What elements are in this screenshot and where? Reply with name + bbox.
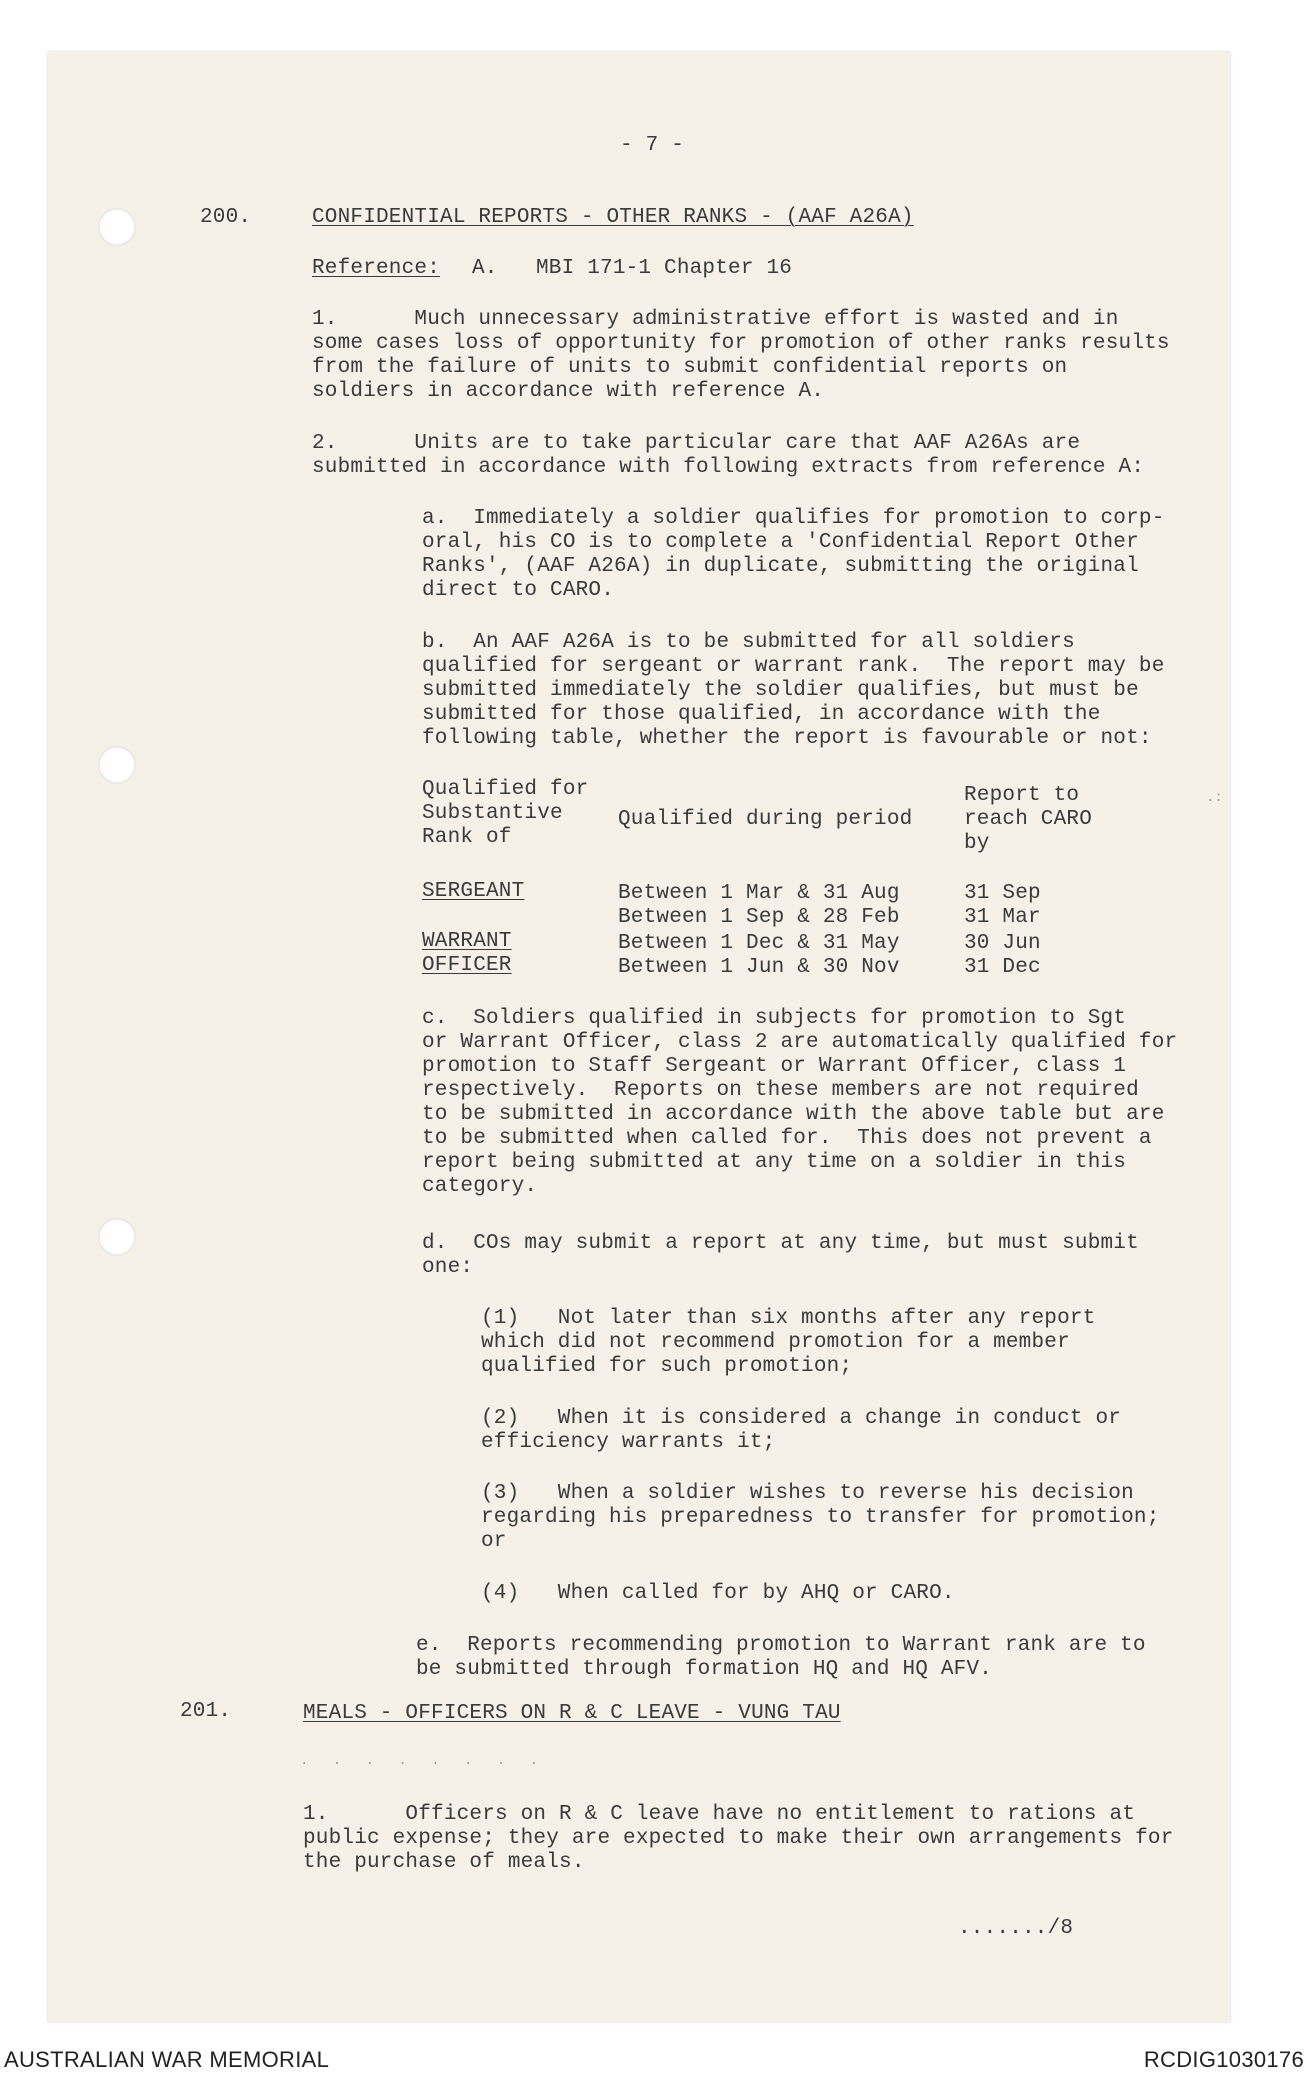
subparagraph-line: to be submitted when called for. This does not prevent a	[422, 1127, 1152, 1150]
subparagraph-line: direct to CARO.	[422, 579, 615, 602]
paragraph-line: submitted in accordance with following extracts from reference A:	[312, 456, 1145, 479]
paragraph-line: some cases loss of opportunity for promotion of other ranks results	[312, 332, 1170, 355]
subparagraph-line: submitted immediately the soldier qualifies, but must be	[422, 679, 1139, 702]
table-cell-due: 31 Mar	[964, 906, 1041, 929]
table-cell-due: 31 Sep	[964, 882, 1041, 905]
punch-hole-middle	[98, 746, 136, 784]
table-cell-rank: WARRANT	[422, 930, 512, 953]
table-cell-period: Between 1 Sep & 28 Feb	[618, 906, 900, 929]
subparagraph-line: d. COs may submit a report at any time, but must submit	[422, 1232, 1139, 1255]
subparagraph-line: oral, his CO is to complete a 'Confidential Report Other	[422, 531, 1139, 554]
subparagraph-line: be submitted through formation HQ and HQ AFV.	[416, 1658, 993, 1681]
punch-hole-top	[98, 208, 136, 246]
table-cell-due: 31 Dec	[964, 956, 1041, 979]
subparagraph-line: a. Immediately a soldier qualifies for promotion to corp-	[422, 507, 1165, 530]
table-header-due: Report to	[964, 784, 1080, 807]
subparagraph-line: report being submitted at any time on a soldier in this	[422, 1151, 1127, 1174]
paragraph-line: 1. Officers on R & C leave have no entitlement to rations at	[303, 1803, 1136, 1826]
subparagraph-line: to be submitted in accordance with the above table but are	[422, 1103, 1165, 1126]
list-item-line: qualified for such promotion;	[481, 1355, 853, 1378]
subparagraph-line: one:	[422, 1256, 474, 1279]
continuation-marker: ......./8	[958, 1917, 1074, 1940]
subparagraph-line: c. Soldiers qualified in subjects for promotion to Sgt	[422, 1007, 1127, 1030]
paragraph-line: from the failure of units to submit confidential reports on	[312, 356, 1068, 379]
paragraph-line: public expense; they are expected to make their own arrangements for	[303, 1827, 1174, 1850]
section-title: MEALS - OFFICERS ON R & C LEAVE - VUNG TAU	[303, 1702, 841, 1725]
table-header-rank: Qualified for	[422, 778, 589, 801]
subparagraph-line: following table, whether the report is favourable or not:	[422, 727, 1152, 750]
table-header-rank: Substantive	[422, 802, 563, 825]
table-cell-period: Between 1 Mar & 31 Aug	[618, 882, 900, 905]
subparagraph-line: qualified for sergeant or warrant rank. The report may be	[422, 655, 1165, 678]
section-number: 201.	[180, 1700, 232, 1723]
subparagraph-line: Ranks', (AAF A26A) in duplicate, submitting the original	[422, 555, 1139, 578]
paragraph-line: 1. Much unnecessary administrative effort is wasted and in	[312, 308, 1119, 331]
reference-label: Reference:	[312, 257, 441, 280]
table-header-rank: Rank of	[422, 826, 512, 849]
punch-hole-bottom	[98, 1218, 136, 1256]
archive-footer-left: AUSTRALIAN WAR MEMORIAL	[4, 2047, 330, 2072]
table-header-period: Qualified during period	[618, 808, 913, 831]
list-item-line: (2) When it is considered a change in conduct or	[481, 1407, 1122, 1430]
list-item-line: (1) Not later than six months after any report	[481, 1307, 1096, 1330]
margin-smudge: .:	[1206, 790, 1223, 806]
subparagraph-line: submitted for those qualified, in accordance with the	[422, 703, 1101, 726]
table-cell-rank: OFFICER	[422, 954, 512, 977]
table-cell-rank: SERGEANT	[422, 880, 525, 903]
list-item-line: (3) When a soldier wishes to reverse his decision	[481, 1482, 1134, 1505]
paragraph-line: the purchase of meals.	[303, 1851, 585, 1874]
list-item-line: or	[481, 1530, 507, 1553]
page-number: - 7 -	[620, 134, 685, 157]
section-title: CONFIDENTIAL REPORTS - OTHER RANKS - (AAF A26A)	[312, 206, 914, 229]
faint-marks: · · · · · · · ·	[300, 1756, 547, 1772]
subparagraph-line: respectively. Reports on these members are not required	[422, 1079, 1139, 1102]
table-header-due: by	[964, 832, 990, 855]
subparagraph-line: or Warrant Officer, class 2 are automatically qualified for	[422, 1031, 1178, 1054]
subparagraph-line: category.	[422, 1175, 538, 1198]
archive-footer-right: RCDIG1030176	[1143, 2047, 1304, 2072]
table-cell-period: Between 1 Dec & 31 May	[618, 932, 900, 955]
subparagraph-line: e. Reports recommending promotion to Warrant rank are to	[416, 1634, 1146, 1657]
table-header-due: reach CARO	[964, 808, 1093, 831]
section-number: 200.	[200, 206, 252, 229]
paragraph-line: 2. Units are to take particular care that AAF A26As are	[312, 432, 1081, 455]
subparagraph-line: promotion to Staff Sergeant or Warrant Officer, class 1	[422, 1055, 1127, 1078]
subparagraph-line: b. An AAF A26A is to be submitted for all soldiers	[422, 631, 1075, 654]
table-cell-period: Between 1 Jun & 30 Nov	[618, 956, 900, 979]
list-item-line: (4) When called for by AHQ or CARO.	[481, 1582, 955, 1605]
list-item-line: which did not recommend promotion for a member	[481, 1331, 1070, 1354]
list-item-line: regarding his preparedness to transfer for promotion;	[481, 1506, 1160, 1529]
list-item-line: efficiency warrants it;	[481, 1431, 776, 1454]
table-cell-due: 30 Jun	[964, 932, 1041, 955]
reference-text: A. MBI 171-1 Chapter 16	[472, 257, 793, 280]
paragraph-line: soldiers in accordance with reference A.	[312, 380, 825, 403]
